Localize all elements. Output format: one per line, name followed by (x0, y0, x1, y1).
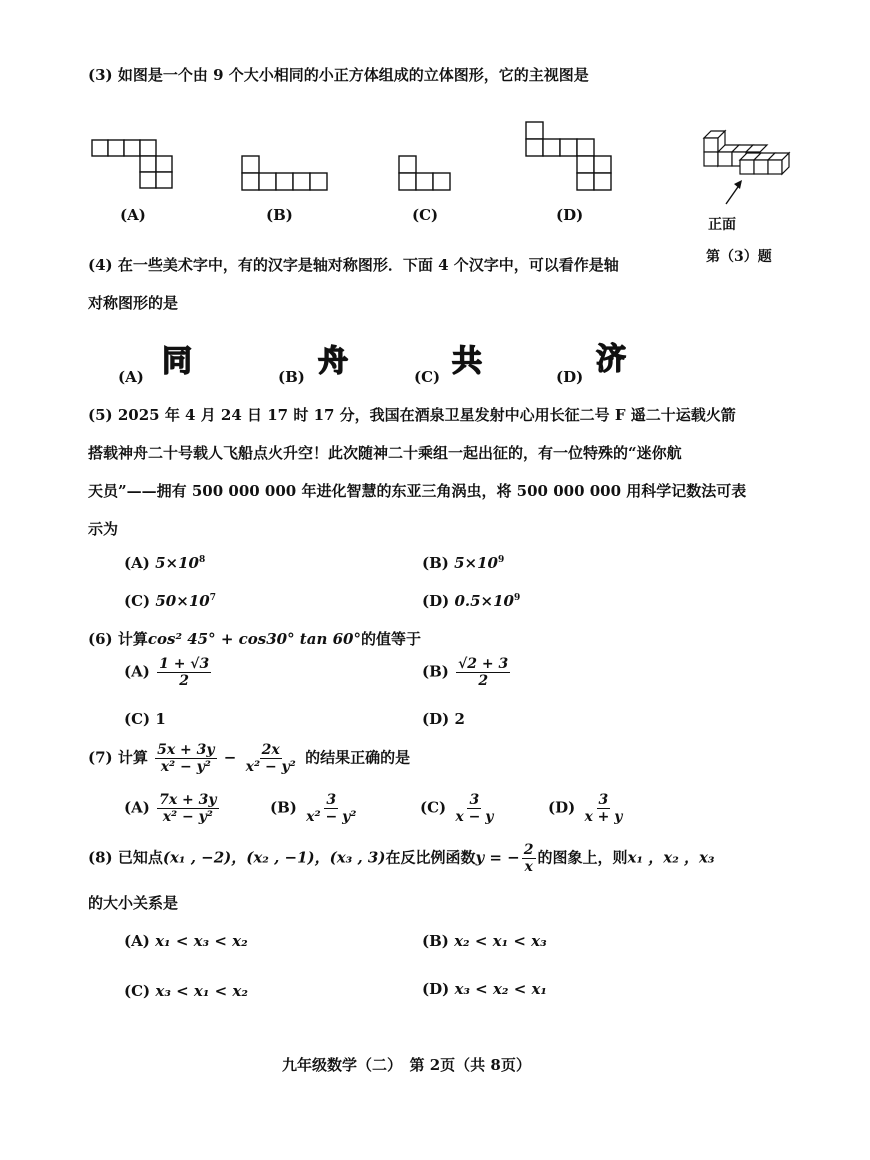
q7-stem: (7) 计算 $\frac{5x + 3y}{\text{x² − y²}}$ − $\frac{2x}{\text{x² − y²}}$ 的结果正确的是 (88, 742, 411, 775)
q6-option-a[interactable]: (A) $\frac{1 + √3}{2}$ (124, 656, 210, 689)
q8-option-c[interactable]: (C) x₃ < x₁ < x₂ (124, 982, 248, 1000)
q6-option-c[interactable]: (C) 1 (124, 710, 166, 728)
q3-option-a-figure (88, 136, 178, 192)
q4-stem-line2: 对称图形的是 (88, 294, 179, 312)
q8-option-b[interactable]: (B) x₂ < x₁ < x₃ (422, 932, 547, 950)
q8-stem: (8) 已知点(x₁ , −2)，(x₂ , −1)，(x₃ , 3)在反比例函数y = − $\frac{2}{x}$ 的图象上，则x₁ ，x₂ ，x₃ (88, 842, 715, 875)
q6-option-d[interactable]: (D) 2 (422, 710, 465, 728)
q5-option-a[interactable]: (A) $5\times 10^8$ (124, 554, 206, 572)
q7-option-c[interactable]: (C) $\frac{3}{x - y}$ (420, 792, 494, 825)
q3-caption: 第（3）题 (706, 249, 772, 265)
q3-option-a-label[interactable]: (A) (120, 206, 146, 224)
q7-option-b[interactable]: (B) $\frac{3}{\text{x² − y²}}$ (270, 792, 357, 825)
q8-stem-line2: 的大小关系是 (88, 894, 179, 912)
q4-option-c-label[interactable]: (C) (414, 368, 441, 386)
q5-line1: (5) 2025 年 4 月 24 日 17 时 17 分，我国在酒泉卫星发射中心用长征二号 F 遥二十运载火箭 (88, 406, 736, 424)
q6-stem: (6) 计算cos² 45° + cos30° tan 60°的值等于 (88, 630, 421, 648)
q4-option-c-char[interactable]: 共 (452, 344, 482, 379)
q5-line2: 搭载神舟二十号载人飞船点火升空！此次随神二十乘组一起出征的，有一位特殊的“迷你航 (88, 444, 682, 462)
q5-option-b[interactable]: (B) $5\times 10^9$ (422, 554, 505, 572)
q4-option-d-label[interactable]: (D) (556, 368, 584, 386)
q4-option-a-char[interactable]: 同 (162, 344, 192, 379)
q5-line4: 示为 (88, 520, 119, 538)
q3-option-b-figure (240, 154, 330, 194)
q7-option-d[interactable]: (D) $\frac{3}{x + y}$ (548, 792, 623, 825)
q4-option-d-char[interactable]: 济 (596, 342, 626, 377)
q4-stem-line1: (4) 在一些美术字中，有的汉字是轴对称图形．下面 4 个汉字中，可以看作是轴 (88, 256, 619, 274)
q4-option-a-label[interactable]: (A) (118, 368, 144, 386)
q3-option-b-label[interactable]: (B) (266, 206, 293, 224)
q3-option-c-label[interactable]: (C) (412, 206, 439, 224)
q5-option-d[interactable]: (D) $0.5\times 10^9$ (422, 592, 521, 610)
q3-option-d-figure (524, 120, 614, 194)
q7-option-a[interactable]: (A) $\frac{7x + 3y}{\text{x² − y²}}$ (124, 792, 217, 825)
q4-option-b-label[interactable]: (B) (278, 368, 305, 386)
q3-stem: (3) 如图是一个由 9 个大小相同的小正方体组成的立体图形，它的主视图是 (88, 66, 589, 84)
q4-option-b-char[interactable]: 舟 (318, 344, 348, 379)
q3-front-label: 正面 (708, 217, 736, 233)
page-footer: 九年级数学（二） 第 2页（共 8页） (282, 1056, 531, 1074)
q3-option-d-label[interactable]: (D) (556, 206, 584, 224)
q5-line3: 天员”——拥有 500 000 000 年进化智慧的东亚三角涡虫，将 500 000 000 用科学记数法可表 (88, 482, 747, 500)
q5-option-c[interactable]: (C) $50\times 10^7$ (124, 592, 216, 610)
q6-expression: cos² 45° + cos30° tan 60° (147, 630, 361, 648)
q8-option-a[interactable]: (A) x₁ < x₃ < x₂ (124, 932, 248, 950)
q6-option-b[interactable]: (B) $\frac{√2 + 3}{2}$ (422, 656, 509, 689)
q3-option-c-figure (397, 154, 453, 194)
q8-option-d[interactable]: (D) x₃ < x₂ < x₁ (422, 980, 548, 998)
